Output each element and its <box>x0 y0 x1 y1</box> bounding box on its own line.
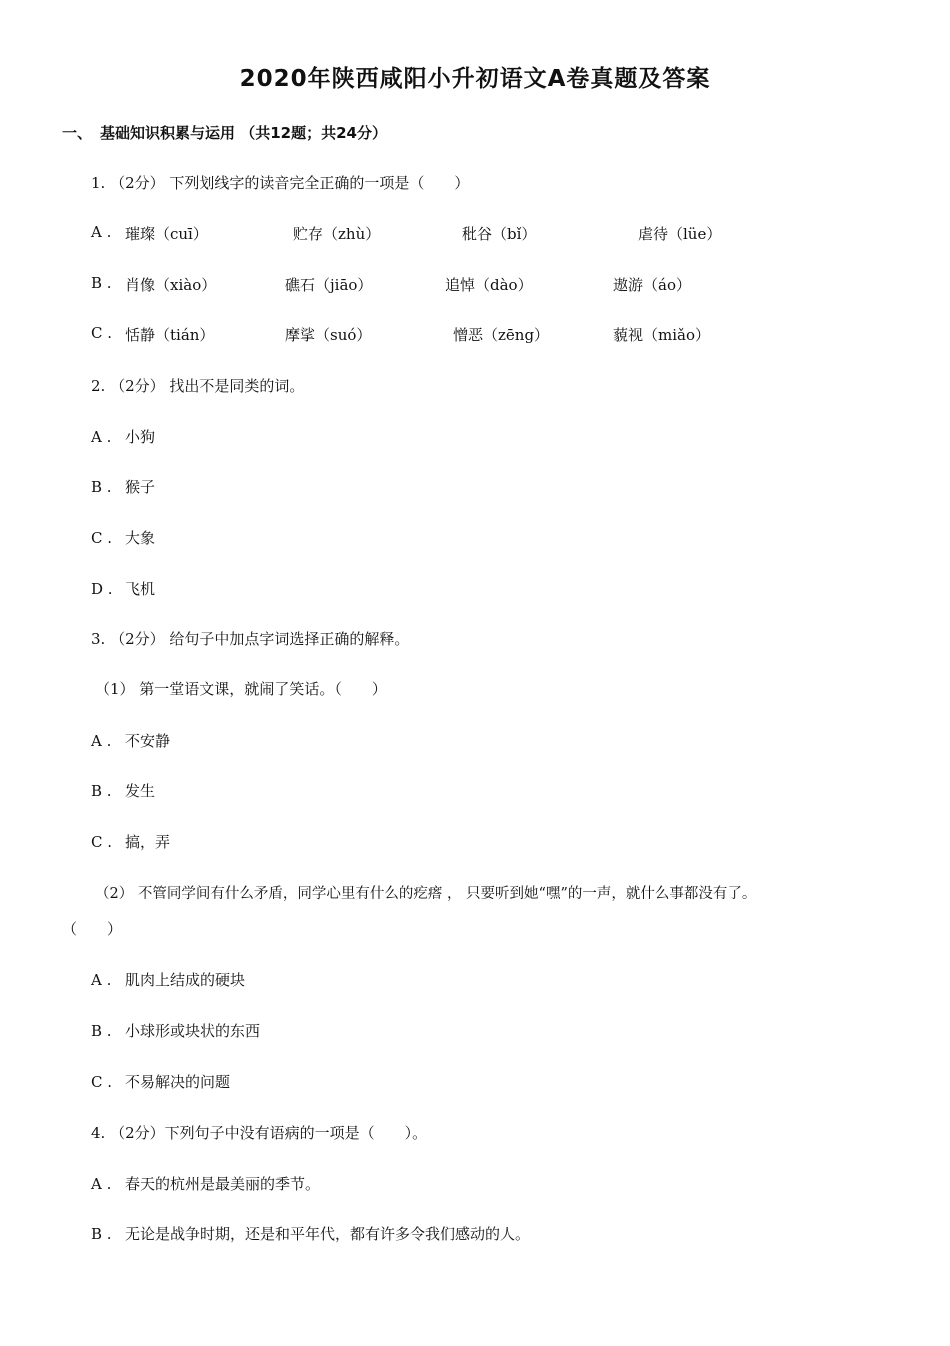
question-2-option-b[interactable] <box>91 476 155 497</box>
option-item: 恬静（tián） <box>125 326 215 344</box>
question-1-option-c[interactable] <box>91 324 125 342</box>
question-1-option-a[interactable] <box>91 223 125 241</box>
option-text: 猴子 <box>125 478 156 496</box>
question-1-option-b[interactable] <box>91 274 125 292</box>
question-3-sub-1: （1） 第一堂语文课，就闹了笑话。（ ） <box>95 680 387 698</box>
option-item: 礁石（jiāo） <box>285 276 373 294</box>
option-item: 憎恶（zēng） <box>453 326 550 344</box>
question-4-option-a[interactable] <box>91 1173 320 1194</box>
question-3-2-option-c[interactable] <box>91 1071 230 1092</box>
option-item: 秕谷（bǐ） <box>462 225 537 243</box>
question-4-stem: 4. （2分）下列句子中没有语病的一项是（ ）。 <box>91 1124 428 1142</box>
option-text: 搞，弄 <box>125 833 171 851</box>
document-title: 2020年陕西咸阳小升初语文A卷真题及答案 <box>239 66 711 92</box>
option-item: 摩挲（suó） <box>285 326 372 344</box>
question-2-option-a[interactable] <box>91 426 155 447</box>
question-3-1-option-c[interactable] <box>91 831 170 852</box>
option-text: 不易解决的问题 <box>125 1073 231 1091</box>
option-item: 虐待（lüe） <box>638 225 722 243</box>
option-item: 追悼（dào） <box>445 276 533 294</box>
option-text: 不安静 <box>125 732 171 750</box>
option-item: 藐视（miǎo） <box>613 326 710 344</box>
question-3-sub-2: （2） 不管同学间有什么矛盾，同学心里有什么的疙瘩 ， 只要听到她“嘿”的一声，就什么事都没有了。 <box>95 886 757 902</box>
question-2-option-c[interactable] <box>91 527 155 548</box>
option-label: A . <box>91 732 112 750</box>
question-2-option-d[interactable] <box>91 578 155 599</box>
question-3-stem: 3. （2分） 给句子中加点字词选择正确的解释。 <box>91 630 410 648</box>
option-text: 肌肉上结成的硬块 <box>125 971 246 989</box>
question-3-1-option-b[interactable] <box>91 780 155 801</box>
option-label: D . <box>91 580 113 598</box>
option-label: B . <box>91 274 112 292</box>
question-4-option-b[interactable] <box>91 1223 530 1244</box>
question-1-stem: 1. （2分） 下列划线字的读音完全正确的一项是（ ） <box>91 174 470 192</box>
option-label: C . <box>91 833 113 851</box>
option-text: 小狗 <box>125 428 156 446</box>
option-label: A . <box>91 428 112 446</box>
option-text: 无论是战争时期，还是和平年代，都有许多令我们感动的人。 <box>125 1225 531 1243</box>
option-text: 小球形或块状的东西 <box>125 1022 261 1040</box>
question-3-1-option-a[interactable] <box>91 730 170 751</box>
option-item: 遨游（áo） <box>613 276 691 294</box>
option-text: 飞机 <box>125 580 156 598</box>
option-label: B . <box>91 782 112 800</box>
section-heading <box>62 122 387 143</box>
option-label: C . <box>91 529 113 547</box>
question-2-stem: 2. （2分） 找出不是同类的词。 <box>91 377 305 395</box>
option-label: B . <box>91 1225 112 1243</box>
option-item: 贮存（zhù） <box>293 225 381 243</box>
option-label: C . <box>91 324 113 342</box>
option-label: B . <box>91 478 112 496</box>
option-item: 肖像（xiào） <box>125 276 217 294</box>
section-text: 基础知识积累与运用 （共12题；共24分） <box>100 124 387 142</box>
option-label: A . <box>91 971 112 989</box>
option-label: A . <box>91 1175 112 1193</box>
option-label: C . <box>91 1073 113 1091</box>
section-number: 一、 <box>62 124 93 142</box>
option-item: 璀璨（cuī） <box>125 225 208 243</box>
option-text: 大象 <box>125 529 156 547</box>
option-label: A . <box>91 223 112 241</box>
option-text: 发生 <box>125 782 156 800</box>
question-3-sub-2-continuation: （ ） <box>62 920 123 938</box>
option-text: 春天的杭州是最美丽的季节。 <box>125 1175 321 1193</box>
option-label: B . <box>91 1022 112 1040</box>
question-3-2-option-a[interactable] <box>91 969 245 990</box>
question-3-2-option-b[interactable] <box>91 1020 260 1041</box>
